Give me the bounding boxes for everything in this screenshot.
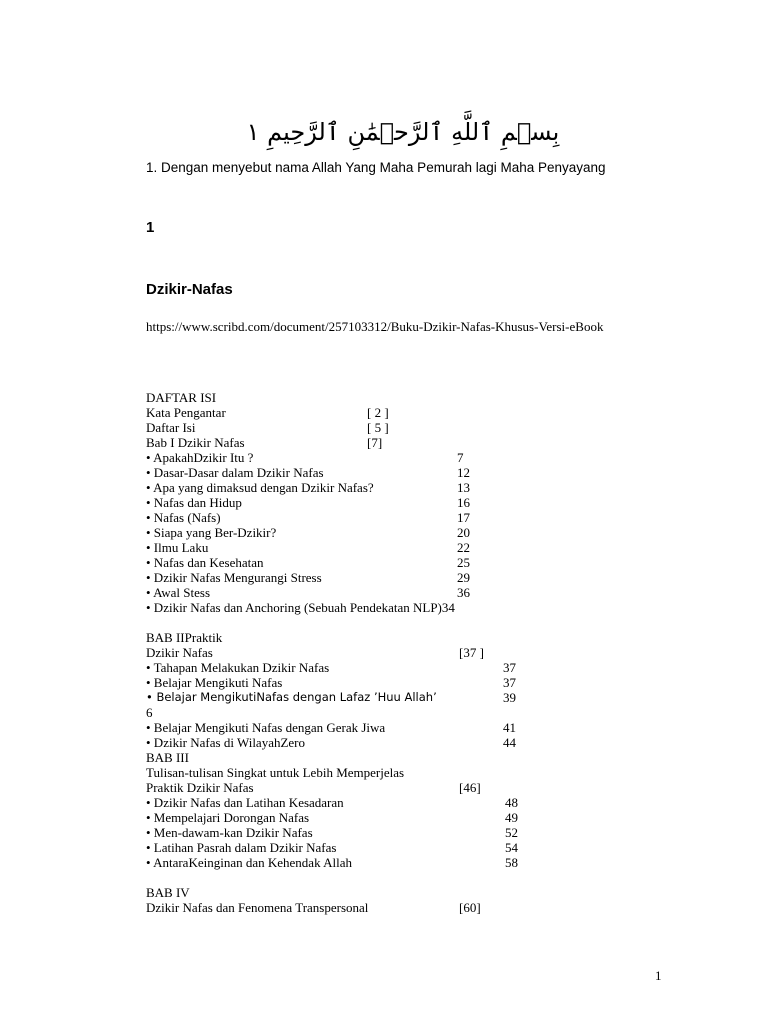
toc-entry-title: Praktik Dzikir Nafas (146, 780, 254, 795)
toc-entry-title: Dzikir Nafas dan Fenomena Transpersonal (146, 900, 369, 915)
toc-entry-page: [60] (459, 900, 481, 915)
toc-entry-title: • Dzikir Nafas dan Latihan Kesadaran (146, 795, 344, 810)
toc-entry-title: Bab I Dzikir Nafas (146, 435, 245, 450)
toc-entry (146, 480, 666, 495)
toc-entry-page: 13 (457, 480, 470, 495)
toc-entry (146, 495, 666, 510)
toc-entry (146, 510, 666, 525)
toc-entry-page: 29 (457, 570, 470, 585)
chapter-title: Dzikir-Nafas (146, 281, 233, 298)
table-of-contents (146, 390, 666, 915)
toc-entry (146, 570, 666, 585)
toc-entry (146, 630, 666, 645)
toc-entry (146, 735, 666, 750)
toc-entry-page: 7 (457, 450, 464, 465)
toc-entry (146, 780, 666, 795)
toc-entry-page: 36 (457, 585, 470, 600)
toc-entry (146, 435, 666, 450)
toc-spacer (146, 615, 666, 630)
toc-entry (146, 525, 666, 540)
toc-entry (146, 855, 666, 870)
page-number: 1 (655, 968, 662, 983)
toc-entry-title: • Ilmu Laku (146, 540, 209, 555)
toc-entry-title: • Dzikir Nafas dan Anchoring (Sebuah Pendekatan NLP)34 (146, 600, 455, 615)
toc-entry-title: • Belajar Mengikuti Nafas (146, 675, 283, 690)
toc-entry-page: 20 (457, 525, 470, 540)
toc-entry (146, 885, 666, 900)
toc-entry-page: 39 (503, 690, 516, 705)
toc-entry-title: BAB III (146, 750, 189, 765)
basmala-verse: بِسۡمِ ٱللَّهِ ٱلرَّحۡمَٰنِ ٱلرَّحِيمِ ١ (246, 118, 560, 146)
verse-translation: 1. Dengan menyebut nama Allah Yang Maha Pemurah lagi Maha Penyayang (146, 160, 606, 175)
toc-entry-page: [ 5 ] (367, 420, 389, 435)
toc-entry (146, 540, 666, 555)
toc-entry-page: [7] (367, 435, 383, 450)
toc-entry (146, 900, 666, 915)
toc-entry-title: • Tahapan Melakukan Dzikir Nafas (146, 660, 330, 675)
toc-entry-page: 58 (505, 855, 518, 870)
toc-entry-title: • Awal Stess (146, 585, 211, 600)
toc-entry-page: [46] (459, 780, 481, 795)
toc-entry (146, 690, 666, 705)
toc-entry-page: 16 (457, 495, 470, 510)
toc-entry-title: • Belajar MengikutiNafas dengan Lafaz ’Huu Allah’ (146, 690, 437, 704)
toc-entry-title: Tulisan-tulisan Singkat untuk Lebih Memperjelas (146, 765, 405, 780)
toc-entry (146, 600, 666, 615)
toc-entry (146, 795, 666, 810)
toc-entry (146, 765, 666, 780)
toc-entry-title: • Nafas dan Hidup (146, 495, 242, 510)
toc-entry-page: [37 ] (459, 645, 484, 660)
toc-entry (146, 840, 666, 855)
chapter-number: 1 (146, 219, 155, 236)
toc-entry (146, 405, 666, 420)
toc-entry-title: • Dzikir Nafas Mengurangi Stress (146, 570, 322, 585)
toc-entry (146, 420, 666, 435)
toc-entry-title: • Nafas (Nafs) (146, 510, 221, 525)
toc-entry-title: • Nafas dan Kesehatan (146, 555, 264, 570)
toc-entry (146, 465, 666, 480)
toc-spacer (146, 870, 666, 885)
toc-entry-title: • Belajar Mengikuti Nafas dengan Gerak Jiwa (146, 720, 386, 735)
toc-entry (146, 705, 666, 720)
toc-entry-title: Daftar Isi (146, 420, 196, 435)
toc-entry-page: 48 (505, 795, 518, 810)
toc-entry-page: 37 (503, 675, 516, 690)
toc-entry-page: [ 2 ] (367, 405, 389, 420)
toc-entry (146, 750, 666, 765)
toc-entry (146, 825, 666, 840)
toc-entry-title: • Latihan Pasrah dalam Dzikir Nafas (146, 840, 337, 855)
toc-entry-title: BAB IIPraktik (146, 630, 223, 645)
toc-heading (146, 390, 666, 405)
toc-entry-page: 49 (505, 810, 518, 825)
toc-entry-title: • Siapa yang Ber-Dzikir? (146, 525, 277, 540)
toc-entry-title: • Men-dawam-kan Dzikir Nafas (146, 825, 313, 840)
toc-entry (146, 675, 666, 690)
toc-entry-page: 25 (457, 555, 470, 570)
toc-entry (146, 810, 666, 825)
toc-entry-title: • Dasar-Dasar dalam Dzikir Nafas (146, 465, 324, 480)
toc-entry-page: 52 (505, 825, 518, 840)
toc-entry (146, 585, 666, 600)
toc-lines (146, 405, 666, 915)
toc-entry-page: 17 (457, 510, 470, 525)
toc-entry (146, 555, 666, 570)
toc-entry-title: • ApakahDzikir Itu ? (146, 450, 254, 465)
toc-entry-page: 37 (503, 660, 516, 675)
toc-entry-page: 54 (505, 840, 518, 855)
toc-entry-title: Dzikir Nafas (146, 645, 213, 660)
toc-entry-page: 41 (503, 720, 516, 735)
toc-entry-page: 44 (503, 735, 516, 750)
toc-entry-title: 6 (146, 705, 153, 720)
toc-entry-title: Kata Pengantar (146, 405, 226, 420)
toc-entry (146, 720, 666, 735)
toc-entry-page: 22 (457, 540, 470, 555)
toc-entry (146, 660, 666, 675)
toc-heading-text: DAFTAR ISI (146, 390, 217, 405)
toc-entry-title: • Apa yang dimaksud dengan Dzikir Nafas? (146, 480, 374, 495)
toc-entry (146, 450, 666, 465)
toc-entry-title: BAB IV (146, 885, 190, 900)
toc-entry-title: • Mempelajari Dorongan Nafas (146, 810, 310, 825)
toc-entry (146, 645, 666, 660)
toc-entry-page: 12 (457, 465, 470, 480)
toc-entry-title: • AntaraKeinginan dan Kehendak Allah (146, 855, 352, 870)
toc-entry-title: • Dzikir Nafas di WilayahZero (146, 735, 306, 750)
source-link[interactable]: https://www.scribd.com/document/257103312/Buku-Dzikir-Nafas-Khusus-Versi-eBook (146, 319, 604, 334)
